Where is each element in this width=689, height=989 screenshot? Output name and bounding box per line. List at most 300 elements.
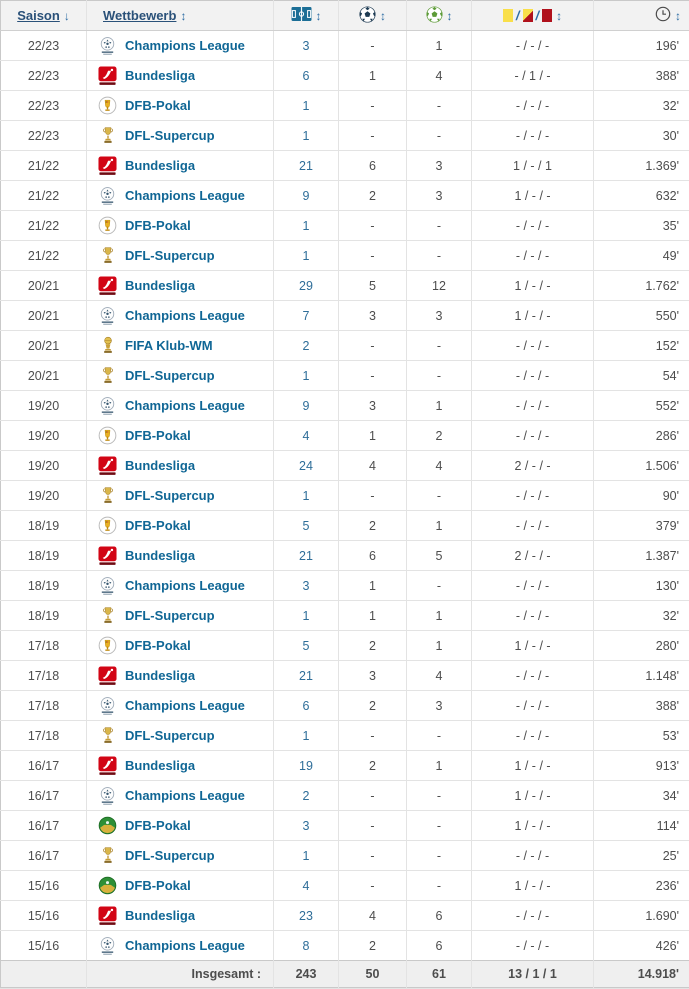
assists-cell: - [407, 721, 472, 751]
cards-cell: - / - / - [472, 481, 594, 511]
sort-both-icon[interactable]: ↕ [675, 8, 681, 23]
minutes-cell: 552' [594, 391, 689, 421]
dfb-pokal-old-icon [97, 816, 118, 836]
assists-cell: - [407, 361, 472, 391]
assists-cell: 4 [407, 61, 472, 91]
goals-cell: 2 [339, 631, 407, 661]
season-cell: 20/21 [1, 361, 87, 391]
cards-cell: - / - / - [472, 241, 594, 271]
cards-cell: 1 / - / - [472, 181, 594, 211]
header-wettbewerb[interactable] [87, 1, 274, 31]
matches-pitch-icon [291, 6, 312, 25]
cards-cell: 1 / - / - [472, 271, 594, 301]
goals-cell: - [339, 481, 407, 511]
minutes-cell: 25' [594, 841, 689, 871]
goals-cell: 1 [339, 601, 407, 631]
matches-link[interactable]: 6 [302, 68, 310, 83]
competition-link[interactable]: Bundesliga [125, 548, 196, 563]
competition-link[interactable]: DFB-Pokal [125, 218, 191, 233]
cards-cell: - / - / - [472, 91, 594, 121]
minutes-cell: 1.369' [594, 151, 689, 181]
table-row [1, 721, 689, 751]
table-header-row [1, 1, 689, 31]
totals-cards: 13 / 1 / 1 [472, 961, 594, 988]
competition-link[interactable]: Bundesliga [125, 68, 196, 83]
minutes-cell: 114' [594, 811, 689, 841]
table-row [1, 241, 689, 271]
table-row [1, 811, 689, 841]
dfl-supercup-icon [97, 606, 118, 626]
champions-league-icon [97, 186, 118, 206]
season-cell: 21/22 [1, 151, 87, 181]
matches-link[interactable]: 1 [302, 218, 310, 233]
sort-both-icon[interactable]: ↕ [380, 8, 386, 23]
goals-cell: 2 [339, 511, 407, 541]
totals-assists: 61 [407, 961, 472, 988]
assists-cell: 1 [407, 751, 472, 781]
table-row [1, 901, 689, 931]
table-row [1, 691, 689, 721]
season-cell: 19/20 [1, 481, 87, 511]
totals-row [1, 961, 689, 988]
goals-cell: - [339, 721, 407, 751]
assists-cell: 3 [407, 151, 472, 181]
bundesliga-icon [97, 546, 118, 566]
competition-link[interactable]: Bundesliga [125, 278, 196, 293]
goals-cell: - [339, 841, 407, 871]
goals-cell: - [339, 241, 407, 271]
competition-link[interactable]: Champions League [125, 188, 245, 203]
champions-league-icon [97, 396, 118, 416]
matches-link[interactable]: 7 [302, 308, 310, 323]
minutes-cell: 1.690' [594, 901, 689, 931]
cards-cell: - / - / - [472, 331, 594, 361]
matches-link[interactable]: 1 [302, 608, 310, 623]
sort-both-icon[interactable]: ↕ [315, 8, 322, 23]
totals-matches: 243 [274, 961, 339, 988]
minutes-cell: 913' [594, 751, 689, 781]
goals-cell: - [339, 91, 407, 121]
champions-league-icon [97, 36, 118, 56]
minutes-cell: 32' [594, 601, 689, 631]
goals-cell: 6 [339, 151, 407, 181]
matches-link[interactable]: 4 [302, 878, 310, 893]
cards-cell: 1 / - / - [472, 301, 594, 331]
table-row [1, 31, 689, 61]
goals-cell: - [339, 811, 407, 841]
minutes-cell: 550' [594, 301, 689, 331]
table-row [1, 271, 689, 301]
assists-cell: 5 [407, 541, 472, 571]
matches-link[interactable]: 29 [299, 278, 313, 293]
competition-link[interactable]: Champions League [125, 398, 245, 413]
matches-link[interactable]: 1 [302, 98, 310, 113]
goals-cell: - [339, 211, 407, 241]
season-cell: 18/19 [1, 601, 87, 631]
dfl-supercup-icon [97, 846, 118, 866]
header-goals[interactable] [339, 1, 407, 31]
dfl-supercup-icon [97, 246, 118, 266]
dfl-supercup-icon [97, 486, 118, 506]
dfb-pokal-icon [97, 216, 118, 236]
assists-cell: - [407, 91, 472, 121]
cards-cell: - / - / - [472, 421, 594, 451]
cards-cell: - / - / - [472, 901, 594, 931]
competition-link[interactable]: Champions League [125, 788, 245, 803]
table-row [1, 631, 689, 661]
totals-goals: 50 [339, 961, 407, 988]
champions-league-icon [97, 936, 118, 956]
card-separator: / [515, 8, 520, 24]
competition-link[interactable]: DFB-Pokal [125, 518, 191, 533]
bundesliga-icon [97, 276, 118, 296]
minutes-cell: 32' [594, 91, 689, 121]
goals-cell: 2 [339, 181, 407, 211]
header-assists[interactable] [407, 1, 472, 31]
totals-empty-cell [1, 961, 87, 988]
matches-link[interactable]: 9 [302, 398, 310, 413]
competition-link[interactable]: FIFA Klub-WM [125, 338, 213, 353]
goals-cell: - [339, 331, 407, 361]
cards-cell: - / - / - [472, 211, 594, 241]
season-cell: 17/18 [1, 661, 87, 691]
assists-cell: 1 [407, 31, 472, 61]
season-cell: 22/23 [1, 61, 87, 91]
bundesliga-icon [97, 666, 118, 686]
assists-cell: 1 [407, 511, 472, 541]
assists-cell: 1 [407, 601, 472, 631]
competition-link[interactable]: Bundesliga [125, 158, 196, 173]
sort-both-icon[interactable]: ↕ [446, 8, 453, 23]
minutes-cell: 49' [594, 241, 689, 271]
table-row [1, 211, 689, 241]
season-cell: 20/21 [1, 301, 87, 331]
competition-link[interactable]: Bundesliga [125, 458, 196, 473]
assists-cell: - [407, 841, 472, 871]
matches-link[interactable]: 24 [299, 458, 313, 473]
matches-link[interactable]: 1 [302, 128, 310, 143]
assists-cell: - [407, 871, 472, 901]
champions-league-icon [97, 696, 118, 716]
yellow-card-icon [503, 9, 513, 22]
assists-cell: - [407, 211, 472, 241]
assists-cell: 3 [407, 181, 472, 211]
header-minutes[interactable] [594, 1, 689, 31]
minutes-cell: 1.387' [594, 541, 689, 571]
goals-cell: 2 [339, 691, 407, 721]
table-row [1, 301, 689, 331]
cards-cell: - / - / - [472, 361, 594, 391]
goals-cell: 1 [339, 61, 407, 91]
season-cell: 17/18 [1, 721, 87, 751]
table-row [1, 451, 689, 481]
minutes-cell: 280' [594, 631, 689, 661]
header-matches[interactable] [274, 1, 339, 31]
matches-link[interactable]: 3 [302, 818, 310, 833]
table-row [1, 511, 689, 541]
card-separator: / [535, 8, 540, 24]
season-cell: 18/19 [1, 541, 87, 571]
matches-link[interactable]: 9 [302, 188, 310, 203]
bundesliga-icon [97, 156, 118, 176]
goals-cell: 5 [339, 271, 407, 301]
goals-cell: - [339, 781, 407, 811]
season-cell: 20/21 [1, 271, 87, 301]
table-row [1, 931, 689, 961]
matches-link[interactable]: 1 [302, 368, 310, 383]
cards-cell: 1 / - / - [472, 781, 594, 811]
cards-cell: - / 1 / - [472, 61, 594, 91]
competition-link[interactable]: DFB-Pokal [125, 428, 191, 443]
season-cell: 16/17 [1, 811, 87, 841]
season-cell: 18/19 [1, 511, 87, 541]
table-row [1, 841, 689, 871]
dfl-supercup-icon [97, 366, 118, 386]
bundesliga-icon [97, 906, 118, 926]
cards-cell: - / - / - [472, 721, 594, 751]
competition-link[interactable]: DFL-Supercup [125, 848, 215, 863]
dfb-pokal-icon [97, 516, 118, 536]
cards-cell: 1 / - / - [472, 631, 594, 661]
table-row [1, 391, 689, 421]
minutes-cell: 1.762' [594, 271, 689, 301]
header-saison[interactable] [1, 1, 87, 31]
minutes-cell: 388' [594, 691, 689, 721]
bundesliga-icon [97, 756, 118, 776]
yellow-red-card-icon [523, 9, 533, 22]
assists-cell: 3 [407, 301, 472, 331]
season-cell: 19/20 [1, 421, 87, 451]
matches-link[interactable]: 19 [299, 758, 313, 773]
fifa-klub-wm-icon [97, 336, 118, 356]
sort-both-icon[interactable]: ↕ [556, 8, 563, 23]
table-body [1, 31, 689, 961]
goals-cell: 4 [339, 451, 407, 481]
assists-cell: 12 [407, 271, 472, 301]
minutes-cell: 632' [594, 181, 689, 211]
matches-link[interactable]: 3 [302, 38, 310, 53]
dfb-pokal-old-icon [97, 876, 118, 896]
cards-cell: 2 / - / - [472, 541, 594, 571]
cards-cell: - / - / - [472, 661, 594, 691]
season-cell: 15/16 [1, 931, 87, 961]
competition-link[interactable]: DFL-Supercup [125, 248, 215, 263]
competition-link[interactable]: Champions League [125, 938, 245, 953]
competition-link[interactable]: DFB-Pokal [125, 98, 191, 113]
matches-link[interactable]: 1 [302, 248, 310, 263]
minutes-cell: 90' [594, 481, 689, 511]
competition-link[interactable]: Bundesliga [125, 668, 196, 683]
season-cell: 19/20 [1, 391, 87, 421]
goals-cell: 6 [339, 541, 407, 571]
minutes-cell: 53' [594, 721, 689, 751]
competition-link[interactable]: DFB-Pokal [125, 878, 191, 893]
competition-link[interactable]: Champions League [125, 578, 245, 593]
assists-cell: - [407, 811, 472, 841]
bundesliga-icon [97, 66, 118, 86]
goals-cell: 2 [339, 931, 407, 961]
cards-cell: - / - / - [472, 391, 594, 421]
competition-link[interactable]: DFB-Pokal [125, 818, 191, 833]
matches-link[interactable]: 1 [302, 848, 310, 863]
champions-league-icon [97, 786, 118, 806]
assists-cell: 1 [407, 391, 472, 421]
competition-link[interactable]: DFL-Supercup [125, 608, 215, 623]
dfl-supercup-icon [97, 126, 118, 146]
minutes-cell: 30' [594, 121, 689, 151]
assists-cell: 6 [407, 901, 472, 931]
matches-link[interactable]: 21 [299, 548, 313, 563]
dfb-pokal-icon [97, 96, 118, 116]
cards-cell: 1 / - / 1 [472, 151, 594, 181]
competition-link[interactable]: DFL-Supercup [125, 728, 215, 743]
header-cards[interactable] [472, 1, 594, 31]
table-row [1, 751, 689, 781]
goals-cell: - [339, 361, 407, 391]
table-row [1, 91, 689, 121]
table-row [1, 181, 689, 211]
totals-minutes: 14.918' [594, 961, 689, 988]
bundesliga-icon [97, 456, 118, 476]
competition-link[interactable]: DFL-Supercup [125, 128, 215, 143]
goals-cell: 1 [339, 571, 407, 601]
red-card-icon [542, 9, 552, 22]
dfb-pokal-icon [97, 426, 118, 446]
competition-link[interactable]: Bundesliga [125, 758, 196, 773]
table-row [1, 661, 689, 691]
table-row [1, 361, 689, 391]
season-cell: 22/23 [1, 91, 87, 121]
competition-link[interactable]: DFB-Pokal [125, 638, 191, 653]
minutes-cell: 54' [594, 361, 689, 391]
matches-link[interactable]: 6 [302, 698, 310, 713]
table-row [1, 871, 689, 901]
dfb-pokal-icon [97, 636, 118, 656]
season-cell: 15/16 [1, 901, 87, 931]
season-cell: 16/17 [1, 841, 87, 871]
sort-desc-icon[interactable]: ↓ [63, 9, 70, 24]
table-row [1, 781, 689, 811]
matches-link[interactable]: 8 [302, 938, 310, 953]
matches-link[interactable]: 23 [299, 908, 313, 923]
table-row [1, 331, 689, 361]
assists-cell: 6 [407, 931, 472, 961]
season-cell: 21/22 [1, 241, 87, 271]
cards-cell: - / - / - [472, 841, 594, 871]
competition-link[interactable]: Champions League [125, 38, 245, 53]
cards-cell: - / - / - [472, 931, 594, 961]
matches-link[interactable]: 5 [302, 518, 310, 533]
assists-cell: 4 [407, 451, 472, 481]
season-cell: 20/21 [1, 331, 87, 361]
minutes-cell: 426' [594, 931, 689, 961]
assists-cell: 1 [407, 631, 472, 661]
assists-cell: 4 [407, 661, 472, 691]
minutes-cell: 286' [594, 421, 689, 451]
minutes-cell: 236' [594, 871, 689, 901]
cards-cell: 1 / - / - [472, 871, 594, 901]
cards-cell: 1 / - / - [472, 751, 594, 781]
assists-cell: 2 [407, 421, 472, 451]
cards-cell: - / - / - [472, 511, 594, 541]
season-cell: 22/23 [1, 31, 87, 61]
season-cell: 16/17 [1, 751, 87, 781]
cards-cell: 2 / - / - [472, 451, 594, 481]
matches-link[interactable]: 1 [302, 728, 310, 743]
goals-cell: 1 [339, 421, 407, 451]
matches-link[interactable]: 3 [302, 578, 310, 593]
season-cell: 16/17 [1, 781, 87, 811]
matches-link[interactable]: 21 [299, 158, 313, 173]
competition-link[interactable]: Champions League [125, 698, 245, 713]
cards-cell: - / - / - [472, 691, 594, 721]
sort-both-icon[interactable]: ↕ [180, 9, 187, 24]
assists-cell: - [407, 481, 472, 511]
minutes-clock-icon [655, 6, 671, 25]
matches-link[interactable]: 2 [302, 788, 310, 803]
season-cell: 18/19 [1, 571, 87, 601]
saison-sort-link[interactable]: Saison [17, 7, 60, 23]
competition-link[interactable]: DFL-Supercup [125, 488, 215, 503]
competition-link[interactable]: Bundesliga [125, 908, 196, 923]
cards-cell: - / - / - [472, 121, 594, 151]
minutes-cell: 379' [594, 511, 689, 541]
minutes-cell: 130' [594, 571, 689, 601]
assists-cell: 3 [407, 691, 472, 721]
goals-cell: 3 [339, 391, 407, 421]
assists-cell: - [407, 331, 472, 361]
wettbewerb-sort-link[interactable]: Wettbewerb [103, 7, 177, 23]
season-cell: 17/18 [1, 691, 87, 721]
competition-link[interactable]: Champions League [125, 308, 245, 323]
cards-cell: - / - / - [472, 601, 594, 631]
season-cell: 17/18 [1, 631, 87, 661]
season-cell: 19/20 [1, 451, 87, 481]
minutes-cell: 35' [594, 211, 689, 241]
cards-cell: 1 / - / - [472, 811, 594, 841]
goals-cell: 3 [339, 301, 407, 331]
minutes-cell: 1.148' [594, 661, 689, 691]
assists-cell: - [407, 781, 472, 811]
table-row [1, 571, 689, 601]
minutes-cell: 152' [594, 331, 689, 361]
table-row [1, 601, 689, 631]
matches-link[interactable]: 5 [302, 638, 310, 653]
minutes-cell: 1.506' [594, 451, 689, 481]
matches-link[interactable]: 21 [299, 668, 313, 683]
minutes-cell: 388' [594, 61, 689, 91]
champions-league-icon [97, 306, 118, 326]
season-cell: 21/22 [1, 211, 87, 241]
goals-cell: 2 [339, 751, 407, 781]
competition-link[interactable]: DFL-Supercup [125, 368, 215, 383]
minutes-cell: 34' [594, 781, 689, 811]
matches-link[interactable]: 4 [302, 428, 310, 443]
season-cell: 21/22 [1, 181, 87, 211]
season-cell: 22/23 [1, 121, 87, 151]
minutes-cell: 196' [594, 31, 689, 61]
table-row [1, 421, 689, 451]
goals-cell: 4 [339, 901, 407, 931]
season-cell: 15/16 [1, 871, 87, 901]
table-row [1, 481, 689, 511]
matches-link[interactable]: 1 [302, 488, 310, 503]
assists-cell: - [407, 121, 472, 151]
assists-ball-icon [426, 6, 443, 26]
cards-cell: - / - / - [472, 571, 594, 601]
matches-link[interactable]: 2 [302, 338, 310, 353]
totals-label: Insgesamt : [87, 961, 274, 988]
